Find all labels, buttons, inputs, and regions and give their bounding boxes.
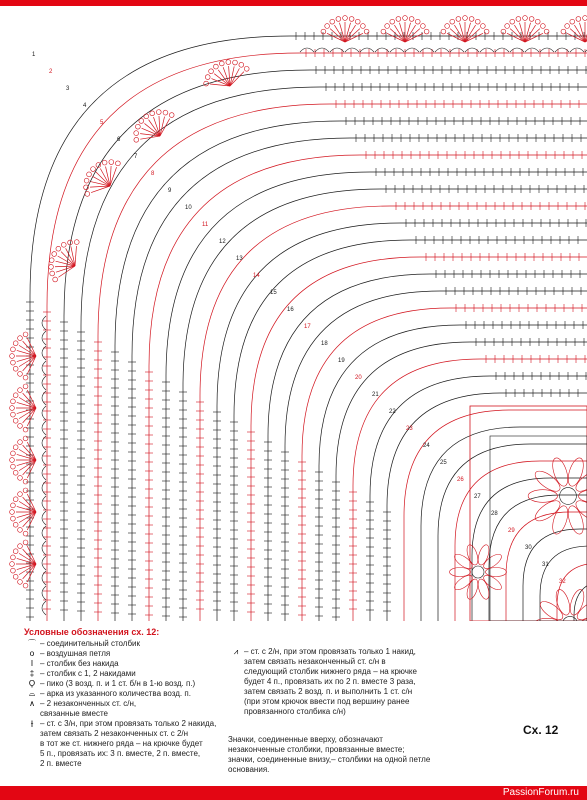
picot-mark [10,458,15,463]
picot-mark [10,354,15,359]
arch-mark [42,376,46,390]
picot-mark [561,29,566,34]
picot-mark [23,375,28,380]
picot-mark [52,276,59,283]
picot-mark [13,470,18,475]
picot-mark [325,24,330,29]
picot-mark [60,242,67,249]
legend-item-text: – ст. с 2/н, при этом провязать только 1 накид, затем связать незаконченный ст. с/н в следующий столбик нижнего ряда – на крючке будет 4 п., провязать их по 2 п. вместе 3 раза, затем связать 2 возд. п. и выполнить 1 ст. с/н (при этом крючок ввести под вершину ранее провязанного столбика с/н) [244,647,417,716]
double-crochet-icon: ‡ [29,669,35,678]
picot-mark [23,436,28,441]
picot-mark [13,393,18,398]
picot-mark [162,109,169,116]
petal [450,568,471,577]
row-number: 17 [304,324,311,330]
scallop-fan [10,488,36,536]
picot-mark [168,112,175,119]
chart-row [183,189,587,621]
chart-row [523,529,587,621]
arch-mark [42,316,46,330]
petal [565,504,586,536]
arch-mark [480,48,494,52]
picot-mark [10,562,15,567]
picot-mark [441,29,446,34]
chart-row [285,291,587,621]
arch-mark [42,361,46,375]
row-number: 8 [151,171,155,177]
row-number: 15 [270,290,277,296]
flower-motif [534,588,587,621]
picot-mark [133,130,140,137]
picot-mark [133,136,140,143]
picot-mark [23,384,28,389]
picot-mark [385,24,390,29]
chain-icon: o [29,649,35,658]
legend-item [24,679,224,689]
picot-mark [529,17,534,22]
chart-row [421,427,587,621]
arch-mark [525,48,539,52]
legend-item-text: – 2 незаконченных ст. с/н, связанные вместе [40,699,137,718]
picot-mark [84,190,91,197]
arch-mark [42,556,46,570]
petal [574,598,587,621]
row-number: 7 [134,154,138,160]
arch-icon: ⌓ [28,689,36,698]
picot-mark [364,29,369,34]
picot-mark [505,24,510,29]
bottom-border [0,786,587,800]
scallop-fan [10,384,36,432]
row-number: 10 [185,205,192,211]
fan-stitch [56,256,75,270]
picot-mark [523,16,528,21]
scallop-fan [40,232,87,287]
legend-item-text: – арка из указанного количества возд. п. [40,689,191,698]
picot-mark [219,60,225,66]
picot-mark [67,239,74,246]
picot-mark [13,522,18,527]
picot-mark [360,24,365,29]
picot-mark [238,62,244,68]
row-number: 24 [423,443,430,449]
scallop-fan [441,16,489,42]
chart-row [251,257,587,621]
picot-mark [11,360,16,365]
scallop-fan [501,16,549,42]
row-number: 4 [83,103,87,109]
row-number: 23 [406,426,413,432]
legend-item [24,699,224,719]
legend-item-text: – соединительный столбик [40,639,141,648]
row-number: 30 [525,545,532,551]
crochet-chart [0,6,587,621]
picot-mark [18,440,23,445]
picot-mark [203,80,209,86]
picot-mark [23,427,28,432]
picot-mark [396,17,401,22]
picot-mark [13,549,18,554]
flower-center [562,616,577,621]
picot-mark [135,123,142,130]
picot-mark [225,59,231,65]
arch-mark [345,48,359,52]
row-number: 9 [168,188,172,194]
picot-mark [11,555,16,560]
petal [537,598,565,621]
row-number: 29 [508,528,515,534]
fan-stitch [96,172,110,186]
picot-mark [355,19,360,24]
picot-mark [49,270,56,277]
picot-mark [10,406,15,411]
picot-mark [456,17,461,22]
picot-mark [213,64,219,70]
picot-mark [18,527,23,532]
scallop-fan [561,16,587,42]
picot-mark [51,251,58,258]
picot-mark [13,418,18,423]
picot-mark [23,540,28,545]
picot-mark [415,19,420,24]
arch-mark [42,586,46,600]
arch-mark [495,48,509,52]
picot-mark [205,74,211,80]
picot-mark [321,29,326,34]
legend-item [24,659,224,669]
arch-mark [390,48,404,52]
picot-mark [73,239,80,246]
picot-mark [10,510,15,515]
row-number: 12 [219,239,226,245]
legend-item-text: – столбик без накида [40,659,119,668]
arch-mark [450,48,464,52]
two-unfinished-icon: ∧ [29,699,35,708]
center-frame [470,406,587,621]
picot-mark [18,371,23,376]
legend-item [24,649,224,659]
petal [481,552,503,572]
legend-item [24,689,224,699]
scallop-fan [321,16,369,42]
picot-mark [232,59,238,65]
row-number: 18 [321,341,328,347]
slip-stitch-icon: ⌒ [28,639,36,648]
legend-note: Значки, соединенные вверху, обозначают незаконченные столбики, провязанные вместе; значки, соединенные внизу,– столбики на одной петле основания. [228,735,431,774]
treble-cluster-icon: ⫲ [30,719,34,728]
picot-mark [138,118,145,125]
single-crochet-icon: I [30,659,34,668]
chart-row [81,87,587,621]
legend-item-text: – столбик с 1, 2 накидами [40,669,136,678]
picot-mark [463,16,468,21]
scallop-fan [125,101,179,150]
legend-left-column [24,639,224,769]
picot-mark [343,16,348,21]
picot-mark [480,24,485,29]
row-number: 19 [338,358,345,364]
picot-mark [501,29,506,34]
scheme-label: Сх. 12 [523,723,559,737]
picot-mark [484,29,489,34]
picot-mark [18,388,23,393]
picot-mark [349,17,354,22]
picot-mark [540,24,545,29]
row-number: 22 [389,409,396,415]
row-number: 25 [440,460,447,466]
row-number: 28 [491,511,498,517]
picot-mark [409,17,414,22]
flower-motif [450,544,507,601]
picot-mark [469,17,474,22]
petal [553,588,572,617]
row-number: 6 [117,137,121,143]
flower-center [560,488,577,505]
picot-mark [23,332,28,337]
scallop-fan [74,150,127,203]
row-number: 3 [66,86,70,92]
row-number: 5 [100,120,104,126]
legend-item [24,719,224,769]
picot-mark [11,451,16,456]
petal [465,578,480,601]
picot-mark [108,159,115,166]
petal [452,573,474,593]
picot-mark [576,17,581,22]
picot-mark [18,336,23,341]
picot-mark [583,16,587,21]
row-number: 11 [202,222,209,228]
picot-mark [336,17,341,22]
petal [452,552,474,572]
picot-mark [18,423,23,428]
picot-mark [83,177,90,184]
picot-mark [143,113,150,120]
picot-mark [18,492,23,497]
picot-mark [390,19,395,24]
chart-row [574,580,587,621]
arch-mark [42,496,46,510]
arch-mark [42,511,46,525]
picot-mark [13,366,18,371]
petal [532,467,563,494]
picot-mark [11,347,16,352]
chart-center-motifs [450,406,587,621]
picot-mark [23,479,28,484]
picot-mark [55,245,62,252]
picot-mark [424,29,429,34]
picot-mark [11,412,16,417]
legend-item-text: – ст. с 3/н, при этом провязать только 2 накида, затем связать 2 незаконченных ст. с 2/н в тот же ст. нижнего ряда – на крючке будет 5 п., провязать их: 3 п. вместе, 2 п. вместе, 2 п. вместе [40,719,217,768]
picot-mark [18,475,23,480]
arch-mark [300,48,314,52]
picot-mark [13,574,18,579]
legend-item [24,639,224,649]
chart-row [489,495,587,621]
picot-mark [420,24,425,29]
picot-mark [13,497,18,502]
picot-mark [23,583,28,588]
picot-mark [330,19,335,24]
picot-mark [244,66,250,72]
picot-mark [475,19,480,24]
scallop-fan [10,332,36,380]
site-watermark: PassionForum.ru [502,787,579,798]
picot-mark [86,171,93,178]
petal [481,573,503,593]
picot-mark [13,445,18,450]
arch-mark [360,48,374,52]
arch-mark [42,331,46,345]
chart-row [217,223,587,621]
picot-mark [13,341,18,346]
arch-mark [42,601,46,615]
picot-mark [18,579,23,584]
picot-mark [23,488,28,493]
arch-mark [405,48,419,52]
row-number: 14 [253,273,260,279]
legend-item [228,647,448,717]
row-number: 2 [49,69,53,75]
arch-mark [540,48,554,52]
flower-motif [528,456,587,536]
petal [568,588,587,617]
row-number: 26 [457,477,464,483]
picot-mark [381,29,386,34]
arch-mark [42,451,46,465]
legend-item-text: – пико (3 возд. п. и 1 ст. б/н в 1-ю возд. п.) [40,679,196,688]
arch-mark [570,48,584,52]
row-number: 32 [559,579,566,585]
petal [579,490,587,503]
legend-right-column [228,647,448,717]
row-number: 21 [372,392,379,398]
picot-mark [570,19,575,24]
arch-mark [42,466,46,480]
arch-mark [435,48,449,52]
row-number: 20 [355,375,362,381]
petal [532,497,563,524]
picot-mark [18,544,23,549]
picot-mark [114,160,121,167]
legend-title: Условные обозначения сх. 12: [24,627,160,637]
row-number: 16 [287,307,294,313]
picot-mark [23,531,28,536]
row-number: 31 [542,562,549,568]
picot-mark [11,399,16,404]
picot-mark [445,24,450,29]
row-number: 27 [474,494,481,500]
picot-mark [11,464,16,469]
picot-mark [11,503,16,508]
flower-center [472,566,484,578]
picot-mark [403,16,408,21]
picot-mark [450,19,455,24]
double-treble-cluster-icon: ⩘ [233,647,239,656]
picot-mark [11,568,16,573]
picot-mark [11,516,16,521]
arch-mark [42,406,46,420]
legend-item-text: – воздушная петля [40,649,111,658]
row-number: 13 [236,256,243,262]
picot-mark [155,109,162,116]
picot-mark [544,29,549,34]
picot-mark [510,19,515,24]
arch-mark [315,48,329,52]
picot-mark [565,24,570,29]
legend-item [24,669,224,679]
arch-mark [42,421,46,435]
picot-mark [535,19,540,24]
picot-icon: Ϙ [28,679,36,688]
arch-mark [42,541,46,555]
fan-stitch [90,177,110,197]
picot-mark [208,68,214,74]
scallop-fan [10,436,36,484]
row-number: 1 [32,52,36,58]
petal [534,618,561,621]
picot-mark [516,17,521,22]
